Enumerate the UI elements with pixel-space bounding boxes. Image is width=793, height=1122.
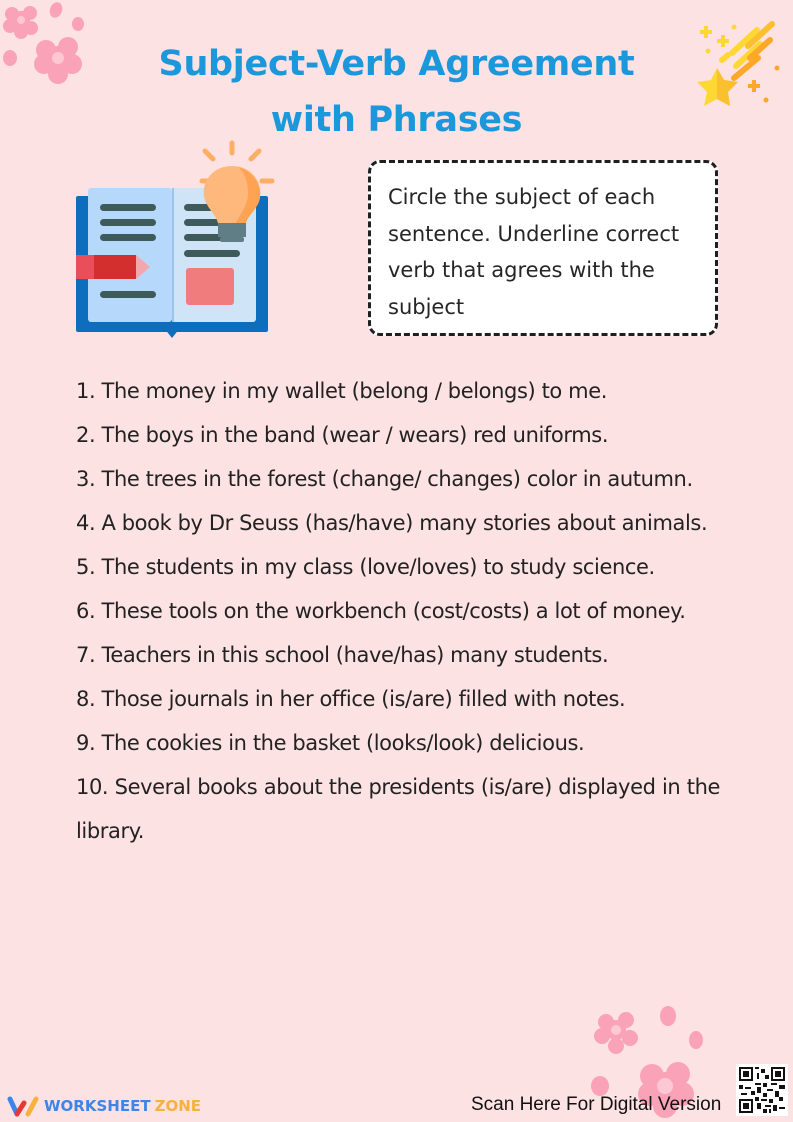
question-item: 10. Several books about the presidents (is/are) displayed in the library. xyxy=(76,775,720,843)
qr-code[interactable] xyxy=(736,1064,788,1116)
question-item: 9. The cookies in the basket (looks/look) delicious. xyxy=(76,731,585,755)
worksheetzone-logo-icon xyxy=(6,1095,40,1117)
instructions-box xyxy=(368,160,718,336)
page-title xyxy=(0,36,793,148)
question-item: 8. Those journals in her office (is/are) filled with notes. xyxy=(76,687,626,711)
qr-code-icon xyxy=(739,1067,785,1113)
question-item: 2. The boys in the band (wear / wears) red uniforms. xyxy=(76,423,609,447)
question-item: 5. The students in my class (love/loves) to study science. xyxy=(76,555,655,579)
brand-name-part2: ZONE xyxy=(154,1097,201,1115)
instructions-text: Circle the subject of each sentence. Underline correct verb that agrees with the subject xyxy=(388,185,680,319)
question-item: 1. The money in my wallet (belong / belongs) to me. xyxy=(76,379,607,403)
question-item: 3. The trees in the forest (change/ changes) color in autumn. xyxy=(76,467,693,491)
scan-instruction: Scan Here For Digital Version xyxy=(471,1094,722,1115)
question-item: 6. These tools on the workbench (cost/costs) a lot of money. xyxy=(76,599,686,623)
open-book-lightbulb-icon xyxy=(76,138,281,343)
question-list xyxy=(76,369,720,853)
worksheetzone-logo[interactable] xyxy=(6,1093,201,1119)
brand-name-part1: WORKSHEET xyxy=(44,1097,151,1115)
question-item: 7. Teachers in this school (have/has) many students. xyxy=(76,643,609,667)
title-line-2: with Phrases xyxy=(270,100,523,140)
title-line-1: Subject-Verb Agreement xyxy=(158,44,635,84)
question-item: 4. A book by Dr Seuss (has/have) many stories about animals. xyxy=(76,511,708,535)
